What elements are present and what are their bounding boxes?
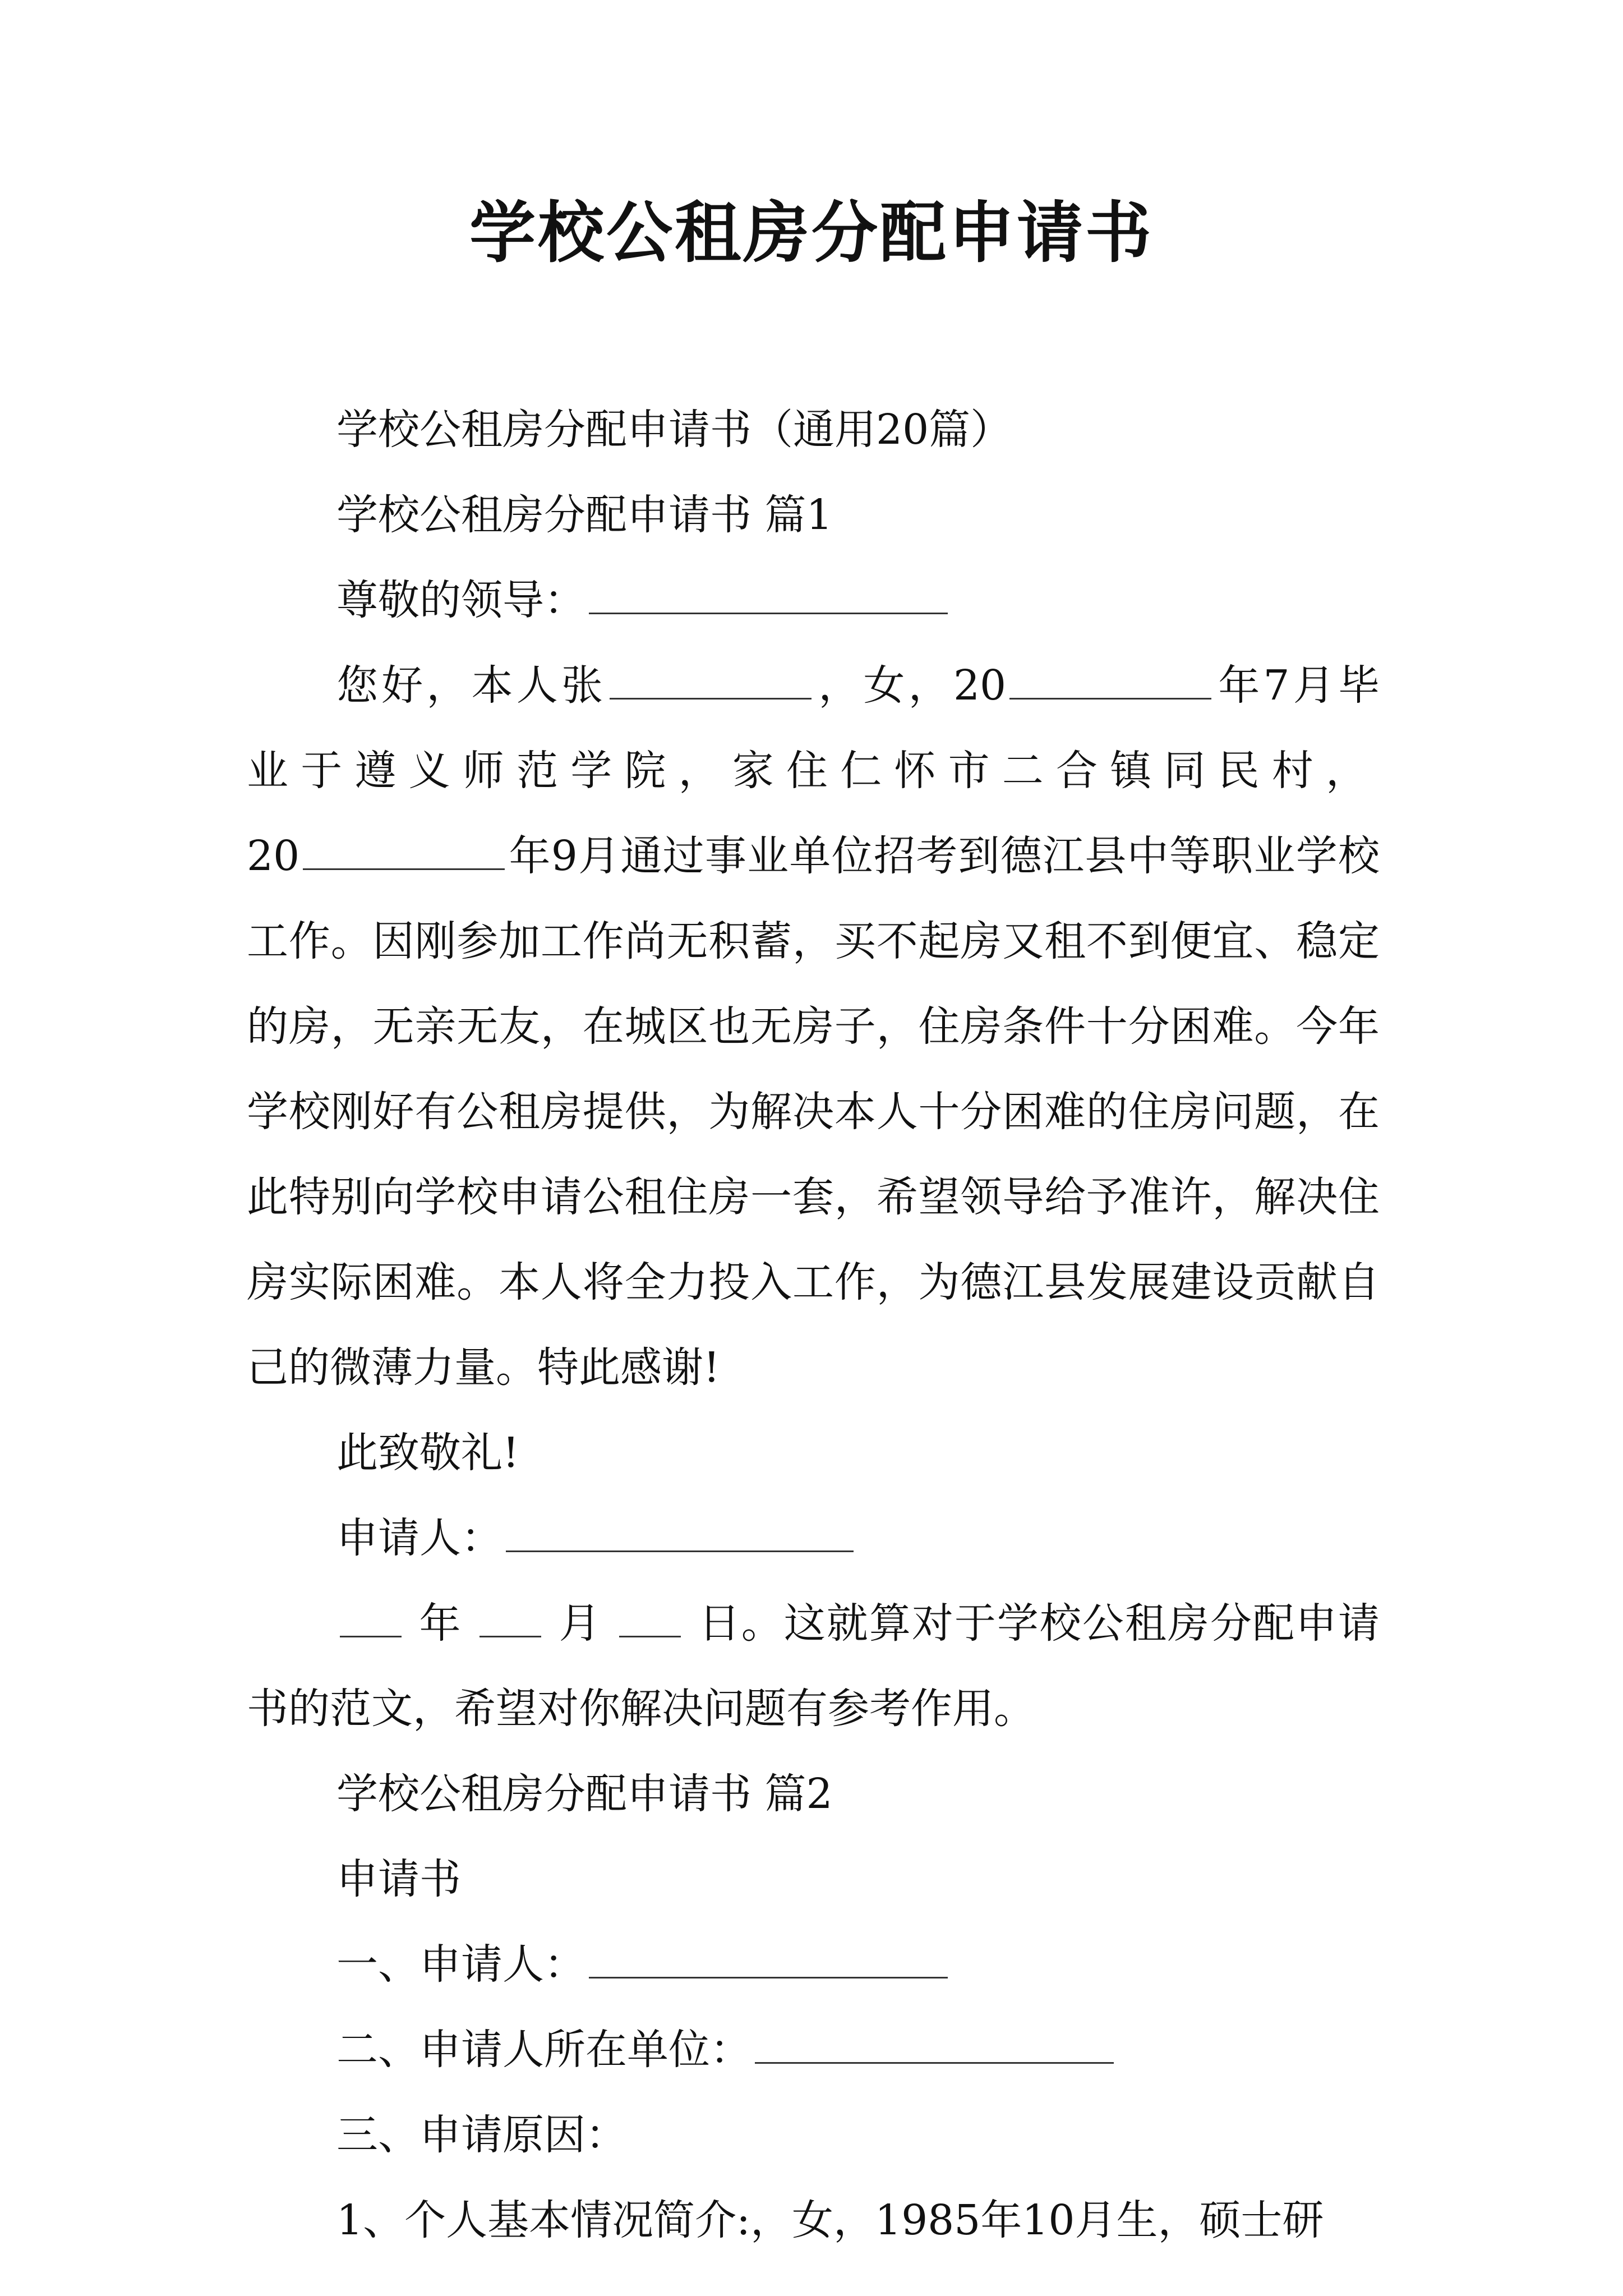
closing: 此致敬礼! bbox=[336, 1429, 519, 1477]
item-personal-info: 1、个人基本情况简介:，女，1985年10月生，硕士研 bbox=[336, 2196, 1324, 2244]
document-body bbox=[247, 387, 1380, 2263]
salutation-blank bbox=[589, 577, 948, 614]
item2-blank bbox=[755, 2026, 1114, 2064]
paragraph-1 bbox=[247, 643, 1380, 1410]
p1-line2: 业于遵义师范学院，家住仁怀市二合镇同民村， bbox=[247, 747, 1380, 795]
item1-blank bbox=[589, 1941, 948, 1978]
date-tail: 日。这就算对于学校公租房分配申请书的范文，希望对你解决问题有参考作用。 bbox=[247, 1599, 1380, 1733]
salutation-line bbox=[247, 558, 1380, 643]
item-reason: 三、申请原因： bbox=[336, 2111, 627, 2159]
date-day-blank bbox=[619, 1600, 681, 1637]
part1-heading: 学校公租房分配申请书 篇1 bbox=[336, 491, 833, 539]
applicant-line bbox=[247, 1496, 1380, 1581]
p1-text-d: 20 bbox=[247, 832, 300, 880]
part2-title: 申请书 bbox=[336, 1855, 461, 1903]
date-month-blank bbox=[479, 1600, 541, 1637]
year-blank-1 bbox=[1009, 662, 1211, 700]
item2-label: 二、申请人所在单位： bbox=[336, 2026, 751, 2074]
applicant-blank bbox=[506, 1515, 854, 1552]
date-year: 年 bbox=[419, 1599, 462, 1648]
date-month: 月 bbox=[559, 1599, 602, 1648]
document-title: 学校公租房分配申请书 bbox=[469, 194, 1154, 272]
applicant-label: 申请人： bbox=[336, 1514, 502, 1562]
subtitle: 学校公租房分配申请书（通用20篇） bbox=[336, 406, 1012, 454]
item-unit bbox=[247, 2007, 1380, 2092]
p1-text-e: 年9月通过事业单位招考到德江县中等职业学校工作。因刚参加工作尚无积蓄，买不起房又租不到便宜、稳定的房，无亲无友，在城区也无房子，住房条件十分困难。今年学校刚好有公租房提供，为解决本人十分困难的住房问题，在此特别向学校申请公租住房一套，希望领导给予准许，解决住房实际困难。本人将全力投入工作，为德江县发展建设贡献自己的微薄力量。特此感谢! bbox=[247, 832, 1380, 1392]
salutation: 尊敬的领导： bbox=[336, 576, 585, 624]
p1-text-b: ，女，20 bbox=[815, 661, 1007, 710]
date-year-blank bbox=[340, 1600, 402, 1637]
name-blank bbox=[610, 662, 811, 700]
p1-text-c: 年7月毕 bbox=[1215, 661, 1380, 710]
p1-text-a: 您好，本人张 bbox=[336, 661, 607, 710]
item-applicant bbox=[247, 1922, 1380, 2007]
item1-label: 一、申请人： bbox=[336, 1940, 585, 1989]
part2-heading: 学校公租房分配申请书 篇2 bbox=[336, 1770, 833, 1818]
year-blank-2 bbox=[303, 832, 505, 870]
date-paragraph bbox=[247, 1581, 1380, 1751]
